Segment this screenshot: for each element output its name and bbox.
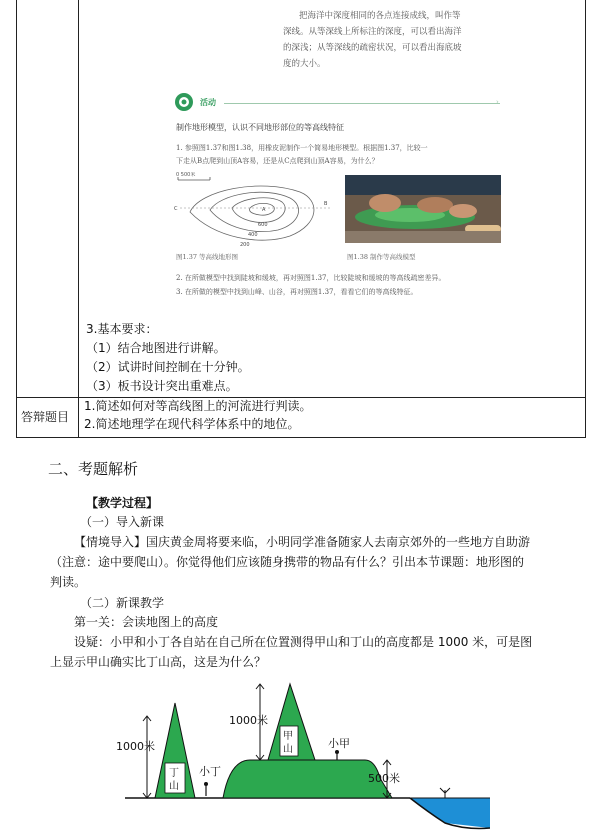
contour-label: A [262,207,266,213]
model-photo [345,175,501,243]
activity-step1-line: 下走从B点爬到山顶A容易，还是从C点爬到山顶A容易，为什么？ [176,157,379,165]
defense-question: 2.简述地理学在现代科学体系中的地位。 [84,417,300,431]
contour-map [170,172,338,250]
xiaojia-label: 小甲 [328,737,350,750]
xiaojia-person [335,750,339,754]
contour-label: 600 [258,222,268,228]
xiaoding-person [204,782,208,786]
contour-label: C [174,206,178,212]
activity-label: 活动 [200,98,216,107]
xiaoding-label: 小丁 [199,765,221,778]
requirements-item: （1）结合地图进行讲解。 [86,341,226,355]
base-height-label: 500米 [368,772,400,785]
textbook-para-line: 度的大小。 [283,59,326,69]
process-part1: （一）导入新课 [80,515,165,529]
mountain-height-figure [110,678,490,833]
contour-label: B [324,201,328,207]
intro-line: 判读。 [50,575,87,589]
textbook-para-line: 把海洋中深度相同的各点连接成线，叫作等 [299,11,461,21]
process-title: 【教学过程】 [86,496,159,510]
activity-title: 制作地形模型，认识不同地形部位的等高线特征 [176,123,344,132]
jia-mountain-label: 甲 [283,731,293,742]
svg-text:山: 山 [169,781,179,792]
contour-label: 200 [240,242,250,248]
activity-arrow: › [496,98,499,106]
activity-rule [224,103,500,104]
svg-text:山: 山 [283,744,293,755]
textbook-para-line: 的深浅；从等深线的疏密状况，可以看出海底坡 [283,43,462,53]
ding-height-label: 1000米 [116,740,155,753]
fig137-caption: 图1.37 等高线地形图 [176,253,239,261]
requirements-item: （2）试讲时间控制在十分钟。 [86,360,250,374]
activity-step1-line: 1. 参照图1.37和图1.38，用橡皮泥制作一个简易地形模型。根据图1.37，比较一 [176,144,428,152]
jia-height-label: 1000米 [229,714,268,727]
activity-icon [174,92,194,112]
hypothesis-line: 设疑：小甲和小丁各自站在自己所在位置测得甲山和丁山的高度都是 1000 米，可是图 [74,635,533,649]
requirements-title: 3.基本要求： [86,322,158,336]
activity-step2: 2. 在所做模型中找到陡坡和缓坡，再对照图1.37，比较陡坡和缓坡的等高线疏密差异。 [176,274,446,282]
contour-label: 400 [248,232,258,238]
textbook-para-line: 深线。从等深线上所标注的深度，可以看出海洋 [283,27,462,37]
process-part2: （二）新课教学 [80,596,165,610]
sea-water [410,798,490,828]
table-col-divider [78,0,79,438]
scale-label: 0 500米 [176,172,196,178]
stage1-title: 第一关：会读地图上的高度 [74,615,219,629]
jia-plateau [223,760,392,798]
ding-mountain-label: 丁 [169,768,179,779]
section-heading: 二、考题解析 [48,460,139,478]
defense-label: 答辩题目 [21,410,70,424]
hypothesis-line: 上显示甲山确实比丁山高，这是为什么？ [50,655,267,669]
requirements-item: （3）板书设计突出重难点。 [86,379,238,393]
intro-line: （注意：途中要爬山）。你觉得他们应该随身携带的物品有什么？引出本节课题：地形图的 [50,555,525,569]
activity-step3: 3. 在所做的模型中找到山峰、山谷，再对照图1.37，看看它们的等高线特征。 [176,288,418,296]
fig138-caption: 图1.38 制作等高线模型 [347,253,416,261]
intro-line: 【情境导入】国庆黄金周将要来临，小明同学准备随家人去南京郊外的一些地方自助游 [74,535,531,549]
defense-question: 1.简述如何对等高线图上的河流进行判读。 [84,399,312,413]
